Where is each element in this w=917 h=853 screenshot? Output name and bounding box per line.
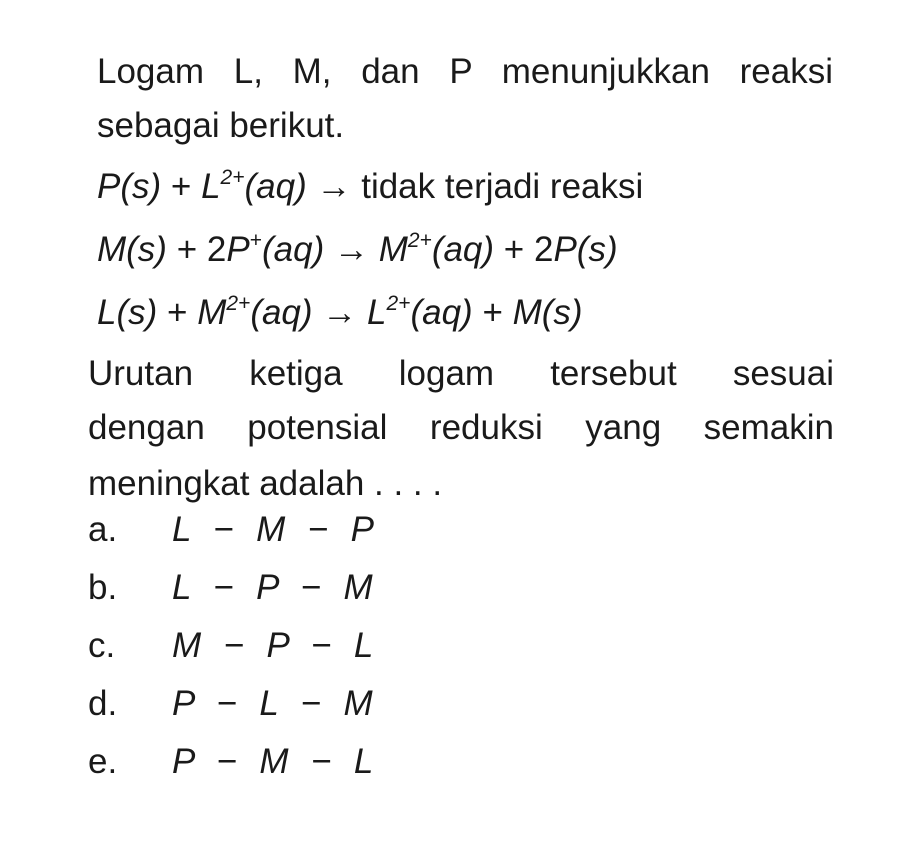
reaction-2-reactant-2: 2P+(aq) [206, 229, 325, 269]
reaction-3-plus-1: + [167, 293, 188, 332]
prompt-line-3: meningkat adalah . . . . [88, 464, 443, 503]
reaction-2-product-1: $M^{2+}(aq)$ [378, 229, 495, 269]
option-d-letter: d. [88, 684, 118, 723]
prompt-line-1: Urutan ketiga logam tersebut sesuai [88, 354, 834, 393]
reaction-3 [97, 291, 583, 335]
reaction-1-product: tidak terjadi reaksi [361, 167, 644, 206]
reaction-3-reactant-1: L(s) [97, 293, 158, 332]
reaction-1-plus: + [170, 167, 192, 206]
prompt-line-2: dengan potensial reduksi yang semakin [88, 408, 834, 447]
reaction-1-reactant-1: P(s) [97, 167, 162, 206]
intro-line-2: sebagai berikut. [97, 106, 345, 145]
reaction-2-plus-2: + [503, 230, 525, 269]
reaction-3-arrow: → [322, 293, 358, 332]
reaction-1 [97, 165, 643, 209]
reaction-3-product-1: $L^{2+}(aq)$ [367, 292, 473, 332]
option-e-letter: e. [88, 742, 118, 781]
option-c-letter: c. [88, 626, 116, 665]
reaction-3-product-2: M(s) [512, 293, 583, 332]
reaction-2-product-2: 2P(s) [533, 230, 618, 269]
option-a-text[interactable]: L − M − P [172, 510, 376, 549]
reaction-3-reactant-2: $M^{2+}(aq)$ [197, 292, 313, 332]
option-a-letter: a. [88, 510, 118, 549]
reaction-2-reactant-1: M(s) [97, 230, 167, 269]
reaction-2 [97, 228, 618, 272]
option-c-text[interactable]: M − P − L [172, 626, 375, 665]
reaction-3-plus-2: + [482, 293, 503, 332]
reaction-1-reactant-2: $L^{2+}(aq)$ [201, 166, 307, 206]
option-b-letter: b. [88, 568, 118, 607]
option-e-text[interactable]: P − M − L [172, 742, 375, 781]
option-b-text[interactable]: L − P − M [172, 568, 374, 607]
reaction-2-plus-1: + [176, 230, 198, 269]
reaction-1-arrow: → [316, 167, 352, 206]
reaction-2-arrow: → [333, 230, 369, 269]
intro-line-1: Logam L, M, dan P menunjukkan reaksi [97, 52, 833, 91]
option-d-text[interactable]: P − L − M [172, 684, 374, 723]
